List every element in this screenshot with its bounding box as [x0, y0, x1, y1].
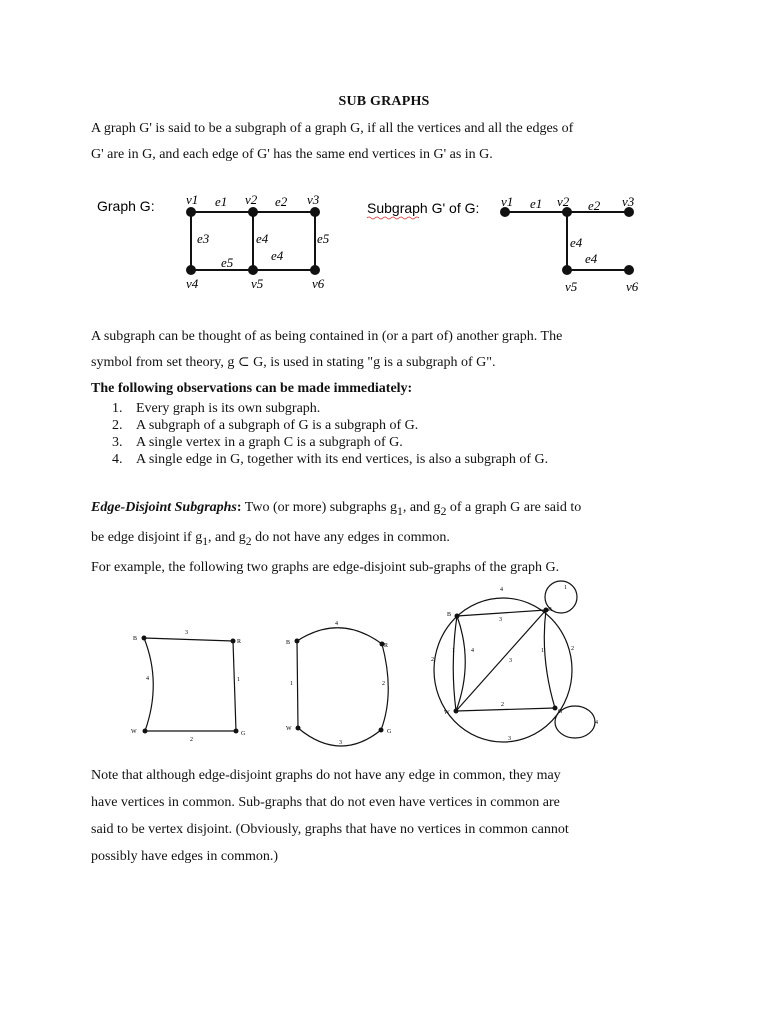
- vertex-label: R: [384, 643, 389, 649]
- edge-disjoint-line-3: For example, the following two graphs are edge-disjoint sub-graphs of the graph G.: [91, 559, 560, 575]
- vertex-label: v3: [307, 192, 320, 207]
- graph-edge: [456, 610, 546, 711]
- edge-label: 3: [339, 740, 342, 746]
- page-title: SUB GRAPHS: [338, 94, 430, 109]
- vertex-label: R: [548, 607, 553, 613]
- edge-label: 4: [500, 587, 503, 593]
- spellcheck-underline: [367, 217, 419, 219]
- edge-label: 2: [501, 702, 504, 708]
- graph-vertex: [186, 265, 196, 275]
- vertex-label: G: [558, 709, 563, 715]
- graph-g-edges: [191, 212, 315, 270]
- edge-label: e4: [271, 248, 284, 263]
- edge-label: e2: [275, 194, 288, 209]
- edge-disjoint-line-2: be edge disjoint if $g_1$, and $g_2$ do not have any edges in common.: [91, 529, 450, 548]
- graph-vertex: [186, 207, 196, 217]
- graph-vertex: [142, 636, 147, 641]
- edge-disjoint-paragraph: [91, 495, 691, 581]
- edge-label: e4: [585, 251, 598, 266]
- graph-edge: [544, 610, 555, 708]
- edge-label: 3: [508, 736, 511, 742]
- vertex-label: v6: [312, 276, 325, 291]
- vertex-label: W: [286, 726, 292, 732]
- closing-line-3: said to be vertex disjoint. (Obviously, graphs that have no vertices in common cannot: [91, 822, 569, 837]
- list-item: 1. Every graph is its own subgraph.: [112, 401, 321, 416]
- subgraph-vertex: [624, 265, 634, 275]
- vertex-label: v5: [251, 276, 264, 291]
- graph-g1: [131, 630, 246, 743]
- edge-label: 4: [595, 720, 598, 726]
- observations-heading: The following observations can be made immediately:: [91, 381, 413, 396]
- vertex-label: v5: [565, 279, 578, 294]
- vertex-label: v2: [245, 192, 258, 207]
- closing-paragraph: [91, 762, 691, 870]
- graph-edge: [144, 638, 153, 731]
- figure-graph-and-subgraph: [0, 185, 768, 300]
- list-item: 4. A single edge in G, together with its end vertices, is also a subgraph of G.: [112, 452, 549, 467]
- vertex-label: W: [131, 729, 137, 735]
- graph-edge: [434, 598, 572, 742]
- vertex-label: G: [241, 731, 246, 737]
- list-item: 2. A subgraph of a subgraph of G is a subgraph of G.: [112, 418, 419, 433]
- list-item: 3. A single vertex in a graph C is a subgraph of G.: [112, 435, 403, 450]
- vertex-label: v3: [622, 194, 635, 209]
- vertex-label: B: [447, 612, 452, 618]
- edge-disjoint-line-1: Edge-Disjoint Subgraphs: Two (or more) subgraphs $g_1$, and $g_2$ of a graph G are said to: [91, 500, 582, 518]
- edge-label: 1: [290, 681, 293, 687]
- graph-vertex: [553, 706, 558, 711]
- edge-label: e5: [317, 231, 330, 246]
- graph-vertex: [143, 729, 148, 734]
- edge-label: 2: [382, 681, 385, 687]
- edge-label: 1: [452, 648, 455, 654]
- graph-vertex: [295, 639, 300, 644]
- vertex-label: v2: [557, 194, 570, 209]
- subgraph-label: Subgraph G' of G:: [367, 200, 480, 216]
- graph-g2: [286, 621, 392, 746]
- graph-vertex: [310, 265, 320, 275]
- graph-edge: [456, 708, 555, 711]
- edge-label: 3: [185, 630, 188, 636]
- edge-label: 3: [509, 658, 512, 664]
- edge-label: e4: [570, 235, 583, 250]
- intro-line-1: A graph G' is said to be a subgraph of a graph G, if all the vertices and all the edges of: [91, 121, 574, 136]
- vertex-label: v4: [186, 276, 199, 291]
- closing-line-1: Note that although edge-disjoint graphs do not have any edge in common, they may: [91, 768, 561, 783]
- edge-label: e5: [221, 255, 234, 270]
- vertex-label: W: [444, 710, 450, 716]
- closing-line-4: possibly have edges in common.): [91, 849, 279, 864]
- subgraph-vertex: [562, 265, 572, 275]
- edge-label: 2: [571, 646, 574, 652]
- graph-edge: [453, 616, 457, 711]
- edge-label: 3: [499, 617, 502, 623]
- para2-line-2: symbol from set theory, g ⊂ G, is used in stating "g is a subgraph of G".: [91, 355, 496, 370]
- vertex-label: v6: [626, 279, 639, 294]
- graph-vertex: [310, 207, 320, 217]
- edge-label: 4: [146, 676, 149, 682]
- vertex-label: B: [133, 636, 138, 642]
- edge-label: e4: [256, 231, 269, 246]
- graph-vertex: [454, 709, 459, 714]
- graph-vertex: [234, 729, 239, 734]
- edge-label: e1: [530, 196, 543, 211]
- edge-label: 1: [237, 677, 240, 683]
- subgraph-paragraph: [91, 324, 691, 376]
- graph-vertex: [296, 726, 301, 731]
- graph-edge: [381, 644, 388, 730]
- graph-edge: [233, 641, 236, 731]
- intro-line-2: G' are in G, and each edge of G' has the same end vertices in G' as in G.: [91, 147, 493, 162]
- edge-label: 1: [564, 585, 567, 591]
- graph-vertex: [379, 728, 384, 733]
- edge-label: 1: [541, 648, 544, 654]
- vertex-label: B: [286, 640, 291, 646]
- para2-line-1: A subgraph can be thought of as being contained in (or a part of) another graph. The: [91, 329, 563, 344]
- graph-vertex: [248, 265, 258, 275]
- figure-edge-disjoint-graphs: [0, 578, 768, 748]
- edge-label: e2: [588, 198, 601, 213]
- edge-label: 2: [190, 737, 193, 743]
- graph-edge: [144, 638, 233, 641]
- vertex-label: v1: [501, 194, 514, 209]
- vertex-label: G: [387, 729, 392, 735]
- edge-label: 4: [335, 621, 338, 627]
- edge-label: e1: [215, 194, 228, 209]
- edge-label: e3: [197, 231, 210, 246]
- graph-g-full: [431, 581, 598, 742]
- edge-label: 2: [431, 657, 434, 663]
- graph-vertex: [248, 207, 258, 217]
- closing-line-2: have vertices in common. Sub-graphs that do not even have vertices in common are: [91, 795, 560, 810]
- graph-edge: [457, 610, 546, 616]
- observations-list: [112, 400, 548, 468]
- vertex-label: v1: [186, 192, 199, 207]
- edge-label: 4: [471, 648, 474, 654]
- graph-edge: [297, 628, 382, 644]
- intro-paragraph: [91, 116, 691, 168]
- vertex-label: R: [237, 639, 242, 645]
- graph-vertex: [231, 639, 236, 644]
- graph-label: Graph G:: [97, 198, 155, 214]
- graph-edge: [456, 616, 465, 711]
- edge-disjoint-term: Edge-Disjoint Subgraphs: [91, 500, 237, 515]
- graph-vertex: [455, 614, 460, 619]
- subgraph-edges: [505, 212, 629, 270]
- graph-edge: [297, 641, 298, 728]
- graph-g-labels: [186, 192, 330, 291]
